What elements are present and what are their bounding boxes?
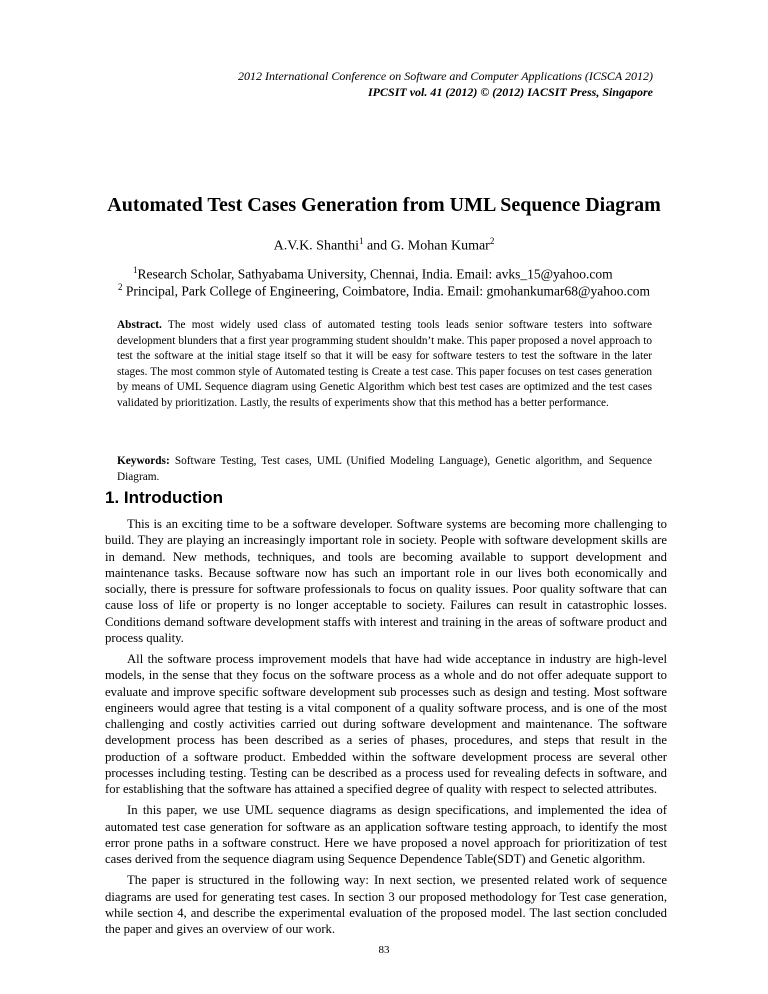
keywords	[117, 454, 652, 485]
abstract-text: The most widely used class of automated testing tools leads senior software testers into software development blunders that a first year programming student shouldn’t make. This paper proposed a novel approach to test the software at the initial stage itself so that it will be easy for software testers to test the software in the later stages. The most common style of Automated testing is Create a test case. This paper focuses on test cases generation by means of UML Sequence diagram using Genetic Algorithm which best test cases are optimized and the test cases validated by prioritization. Lastly, the results of experiments show that this method has a better performance.	[117, 319, 652, 409]
conference-name: 2012 International Conference on Software and Computer Applications (ICSCA 2012)	[238, 69, 653, 83]
author-2-name: G. Mohan Kumar	[390, 238, 490, 254]
paper-title: Automated Test Cases Generation from UML Sequence Diagram	[107, 194, 661, 216]
affiliation-2	[105, 279, 678, 300]
section-heading-introduction: 1. Introduction	[105, 488, 224, 507]
author-line	[0, 236, 768, 255]
affiliation-1-mark: 1	[133, 265, 138, 275]
page-number: 83	[378, 944, 390, 956]
author-conjunction: and	[363, 238, 391, 254]
keywords-text: Software Testing, Test cases, UML (Unified Modeling Language), Genetic algorithm, and Sequence Diagram.	[117, 455, 652, 483]
paragraph: All the software process improvement models that have had wide acceptance in industry are high-level models, in the sense that they focus on the software process as a whole and do not offer adequate support to evaluate and improve specific software development sub processes such as design and testing. Most software engineers would agree that testing is a vital component of a quality software process, and is one of the most challenging and costly activities carried out during software development and maintenance. The software development process has been described as a series of phases, procedures, and steps that result in the production of a software product. Embedded within the software development process are several other processes including testing. Testing can be described as a process used for revealing defects in software, and for establishing that the software has attained a specified degree of quality with respect to selected attributes.	[105, 652, 667, 796]
affiliation-2-mark: 2	[118, 282, 123, 292]
proceedings-info: IPCSIT vol. 41 (2012) © (2012) IACSIT Press, Singapore	[368, 85, 653, 99]
author-2-affiliation-mark: 2	[489, 236, 495, 246]
conference-header	[238, 68, 653, 100]
affiliation-1-text: Research Scholar, Sathyabama University, Chennai, India. Email: avks_15@yahoo.com	[137, 266, 613, 282]
author-1-affiliation-mark: 1	[358, 236, 364, 246]
paragraph: This is an exciting time to be a software developer. Software systems are becoming more challenging to build. They are playing an increasingly important role in society. People with software development skills are in demand. New methods, techniques, and tools are becoming available to support development and maintenance tasks. Because software now has such an important role in our lives both economically and socially, there is pressure for software professionals to focus on quality issues. Poor quality software that can cause loss of life or property is no longer acceptable to society. Failures can result in catastrophic losses. Conditions demand software development staffs with interest and training in the areas of software product and process quality.	[105, 517, 667, 645]
paragraph: The paper is structured in the following way: In next section, we presented related work of sequence diagrams are used for generating test cases. In section 3 our proposed methodology for Test case generation, while section 4, and describe the experimental evaluation of the proposed model. The last section concluded the paper and gives an overview of our work.	[105, 873, 667, 936]
abstract	[117, 318, 652, 412]
keywords-label: Keywords:	[117, 455, 170, 467]
author-1-name: A.V.K. Shanthi	[273, 238, 359, 254]
affiliation-2-text: Principal, Park College of Engineering, Coimbatore, India. Email: gmohankumar68@yahoo.com	[125, 283, 651, 299]
paragraph: In this paper, we use UML sequence diagrams as design specifications, and implemented the idea of automated test case generation for software as an application software testing approach, to identify the most error prone paths in a software construct. Here we have proposed a novel approach for prioritization of test cases derived from the sequence diagram using Sequence Dependence Table(SDT) and Genetic algorithm.	[105, 803, 667, 866]
introduction-body	[105, 516, 667, 942]
abstract-label: Abstract.	[117, 319, 162, 331]
